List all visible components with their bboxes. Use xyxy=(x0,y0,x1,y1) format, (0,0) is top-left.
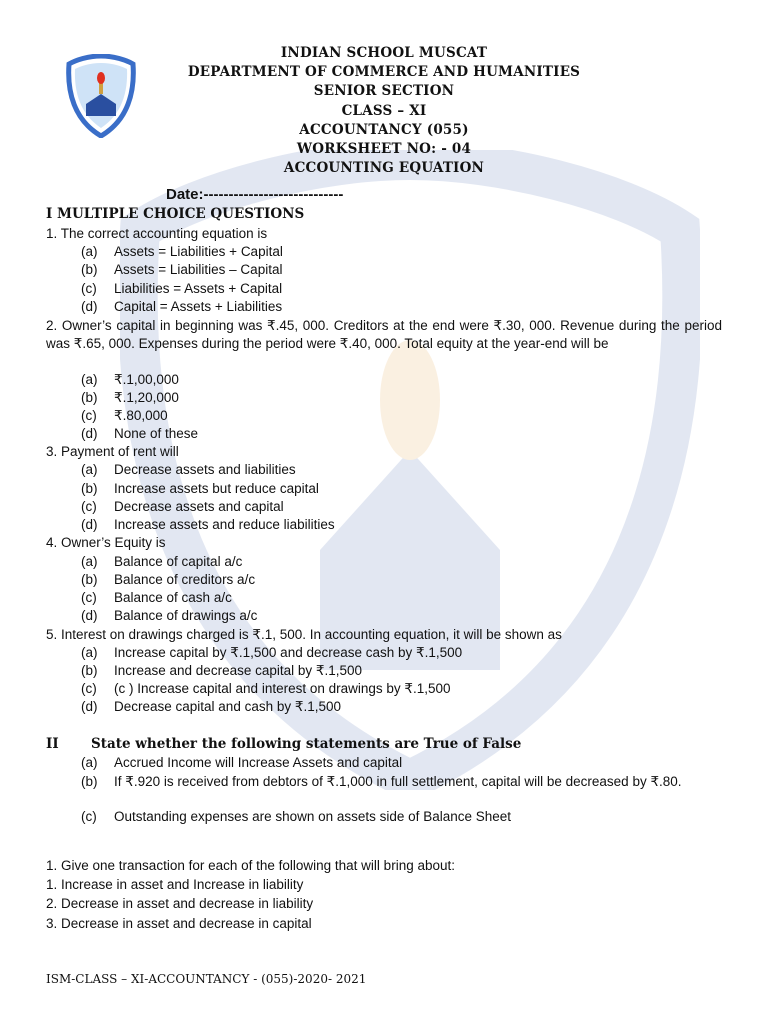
transaction-item-1: 1. Increase in asset and Increase in liability xyxy=(46,877,304,892)
transaction-item-2: 2. Decrease in asset and decrease in liability xyxy=(46,896,314,911)
worksheet-topic: ACCOUNTING EQUATION xyxy=(283,160,485,177)
question-5: 5. Interest on drawings charged is ₹.1, 500. In accounting equation, it will be shown as xyxy=(46,627,562,642)
question-3: 3. Payment of rent will xyxy=(46,444,179,459)
worksheet-header xyxy=(0,44,768,178)
section-2-number: II xyxy=(46,736,59,752)
page-footer: ISM-CLASS – XI-ACCOUNTANCY - (055)-2020- 2021 xyxy=(46,972,367,986)
transaction-item-3: 3. Decrease in asset and decrease in capital xyxy=(46,916,312,931)
question-4: 4. Owner’s Equity is xyxy=(46,535,166,550)
school-name: INDIAN SCHOOL MUSCAT xyxy=(280,45,488,61)
section-name: SENIOR SECTION xyxy=(313,83,455,100)
date-line: Date:---------------------------- xyxy=(166,186,344,203)
subject-name: ACCOUNTANCY (055) xyxy=(299,121,469,138)
question-1: 1. The correct accounting equation is xyxy=(46,226,268,241)
class-name: CLASS – XI xyxy=(341,102,427,119)
s2-option-b: (b) If ₹.920 is received from debtors of ₹.1,000 in full settlement, capital will be decreased by ₹.80. xyxy=(81,774,682,789)
question-2: 2. Owner’s capital in beginning was ₹.45, 000. Creditors at the end were ₹.30, 000. Revenue during the period was ₹.65, 000. Expenses during the period were ₹.40, 000. Total equity at the year-end will be xyxy=(46,318,722,352)
section-1-title: I MULTIPLE CHOICE QUESTIONS xyxy=(46,206,305,222)
worksheet-number: WORKSHEET NO: - 04 xyxy=(296,141,472,158)
transaction-instruction: 1. Give one transaction for each of the following that will bring about: xyxy=(46,858,455,873)
section-2-title: State whether the following statements are True of False xyxy=(91,736,522,752)
department-name: DEPARTMENT OF COMMERCE AND HUMANITIES xyxy=(187,64,581,81)
